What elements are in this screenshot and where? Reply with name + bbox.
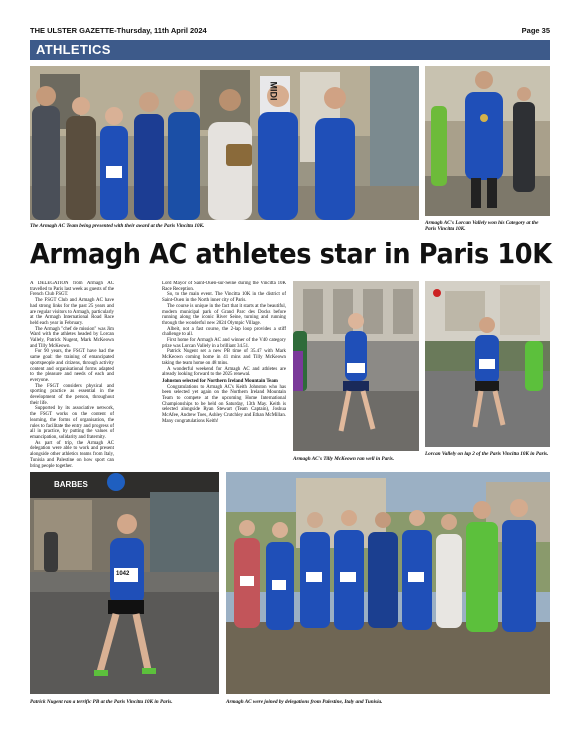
award-sign-text: MIDI xyxy=(268,81,279,101)
article-paragraph: A wonderful weekend for Armagh AC and athletes are already looking forward to the 2025 renewal. xyxy=(162,366,286,378)
runner-bib-number: 1042 xyxy=(116,571,130,577)
article-column-1 xyxy=(30,281,114,469)
publication-line: THE ULSTER GAZETTE-Thursday, 11th April 2024 xyxy=(30,26,207,35)
photo-lorcan-category xyxy=(425,66,550,216)
article-column-2 xyxy=(162,281,286,469)
article-paragraph: The course is unique in the fact that it starts at the beautiful, modern municipal park of Grand Parc des Docks before running along the iconic River Seine, turning and running through the wonderful new 2024 Olympic Village. xyxy=(162,303,286,326)
article-paragraph: The FSGT considers physical and sporting practice as essential in the development of the person, throughout their life. xyxy=(30,383,114,406)
article-paragraph: Patrick Nugent set a new PB time of 35.47 with Mark McKeown coming home in 41 mins and Tilly McKeown taking the team home on 48 mins. xyxy=(162,349,286,366)
caption-delegations: Armagh AC were joined by delegations from Palestine, Italy and Tunisia. xyxy=(226,699,383,705)
article-paragraph: Johnston selected for Northern Ireland Mountain Team xyxy=(162,378,278,384)
page-number: Page 35 xyxy=(521,26,550,35)
photo-patrick xyxy=(30,472,219,694)
photo-team-award xyxy=(30,66,419,220)
caption-tilly: Armagh AC's Tilly McKeown ran well in Paris. xyxy=(293,456,395,462)
article-paragraph: A DELEGATION from Armagh AC travelled to Paris last week as guests of the French Club FSGT. xyxy=(30,281,114,298)
article-paragraph: First home for Armagh AC and winner of the V40 category prize was Lorcan Vallely in a brilliant 34.51. xyxy=(162,338,286,349)
article-paragraph: The Armagh "chef de mission" was Jim Ward with the athletes headed by Lorcan Vallely, Patrick Nugent, Mark McKeown and Tilly McKeown. xyxy=(30,326,114,349)
section-title: ATHLETICS xyxy=(36,42,111,57)
page-header xyxy=(30,26,550,38)
caption-lorcan-lap: Lorcan Vallely on lap 2 of the Paris Vincitta 10K in Paris. xyxy=(425,451,549,457)
caption-lorcan-category: Armagh AC's Lorcan Vallely won his Category at the Paris Vincitta 10K. xyxy=(425,220,539,232)
caption-team-award: The Armagh AC Team being presented with their award at the Paris Vincitta 10K. xyxy=(30,223,205,229)
photo-delegations xyxy=(226,472,550,694)
article-headline: Armagh AC athletes star in Paris 10K xyxy=(30,238,552,270)
street-sign-text: BARBES xyxy=(54,480,88,489)
photo-lorcan-lap xyxy=(425,281,550,447)
article-paragraph: Lord Mayor of Saint-Ouen-sur-Seine during the Vincitta 10K Race Reception. xyxy=(162,281,286,292)
photo-tilly xyxy=(293,281,419,451)
article-paragraph: For 90 years, the FSGT have had the same goal: the training of emancipated sportspeople and citizens, through activity content and organisational forms adapted to the pleasure and needs of each and everyone. xyxy=(30,349,114,383)
section-bar xyxy=(30,40,550,60)
article-paragraph: Supported by its associative network, the FSGT works on the content of learning, the forms of organisation, the rules to facilitate the entry and progress of all in practice, by putting the values of emancipation, solidarity and fraternity. xyxy=(30,406,114,440)
article-paragraph: So, to the main event. The Vincitta 10K in the district of Saint-Ouen in the North inner city of Paris. xyxy=(162,292,286,304)
article-paragraph: Albeit, not a fast course, the 2-lap loop provides a stiff challenge to all. xyxy=(162,326,286,338)
caption-patrick: Patrick Nugent ran a terrific PB at the Paris Vincitta 10K in Paris. xyxy=(30,699,173,705)
article-paragraph: The FSGT Club and Armagh AC have had strong links for the past 25 years and are regular visitors to Armagh, particularly at the Armagh International Road Race held each year in February. xyxy=(30,298,114,326)
article-paragraph: As part of trip, the Armagh AC delegation were able to work and present alongside other athletics teams from Italy, Tunisia and Palestine on how sport can bring people together. xyxy=(30,440,114,469)
article-paragraph: Congratulations to Armagh AC's Keith Johnston who has been selected yet again on the Northern Ireland Mountain Team to compete at the upcoming Home International Championships to be held on Saturday, 13th May. Keith is selected alongside Ryan Stewart (Team Captain), Joshua McAfee, Andrew Toes, Ashley Crutchley and Ethan McMillan. Many congratulations Keith! xyxy=(162,384,286,424)
